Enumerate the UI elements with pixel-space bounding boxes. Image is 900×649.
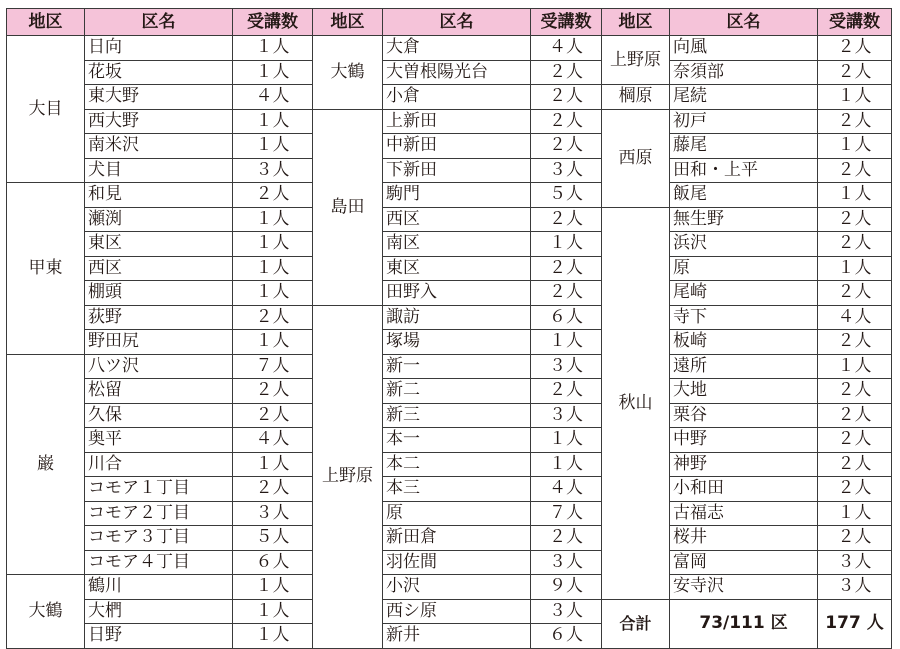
attendee-count: ２人 xyxy=(531,207,602,232)
attendee-count: ２人 xyxy=(531,526,602,551)
total-count: 177 人 xyxy=(818,599,892,648)
attendee-count: ２人 xyxy=(233,477,313,502)
district-name: 小倉 xyxy=(383,85,531,110)
district-name: 羽佐間 xyxy=(383,550,531,575)
table-row xyxy=(7,183,892,208)
attendee-count: １人 xyxy=(818,501,892,526)
attendee-count: １人 xyxy=(818,134,892,159)
district-name: 上新田 xyxy=(383,109,531,134)
district-name: 大曽根陽光台 xyxy=(383,60,531,85)
district-name: 諏訪 xyxy=(383,305,531,330)
district-name: 安寺沢 xyxy=(670,575,818,600)
area-cell: 大目 xyxy=(7,36,85,183)
attendance-table xyxy=(6,8,892,649)
district-name: 南米沢 xyxy=(85,134,233,159)
header-area: 地区 xyxy=(313,9,383,36)
attendee-count: ２人 xyxy=(233,305,313,330)
header-area: 地区 xyxy=(7,9,85,36)
attendee-count: ３人 xyxy=(233,158,313,183)
district-name: 小沢 xyxy=(383,575,531,600)
attendee-count: １人 xyxy=(233,575,313,600)
district-name: 和見 xyxy=(85,183,233,208)
attendee-count: ３人 xyxy=(531,158,602,183)
table-row xyxy=(7,109,892,134)
attendee-count: ４人 xyxy=(818,305,892,330)
header-district: 区名 xyxy=(85,9,233,36)
district-name: 向風 xyxy=(670,36,818,61)
table-row xyxy=(7,232,892,257)
attendee-count: ４人 xyxy=(233,85,313,110)
attendee-count: ３人 xyxy=(531,354,602,379)
district-name: 鶴川 xyxy=(85,575,233,600)
attendee-count: １人 xyxy=(233,134,313,159)
table-row xyxy=(7,354,892,379)
attendee-count: ３人 xyxy=(233,501,313,526)
district-name: 中野 xyxy=(670,428,818,453)
district-name: 田和・上平 xyxy=(670,158,818,183)
attendee-count: ２人 xyxy=(818,330,892,355)
table-row xyxy=(7,281,892,306)
area-cell: 大鶴 xyxy=(313,36,383,110)
attendee-count: ２人 xyxy=(818,207,892,232)
district-name: 下新田 xyxy=(383,158,531,183)
district-name: 西区 xyxy=(85,256,233,281)
district-name: 塚場 xyxy=(383,330,531,355)
table-row xyxy=(7,575,892,600)
table-row xyxy=(7,403,892,428)
district-name: 東区 xyxy=(85,232,233,257)
table-row xyxy=(7,158,892,183)
table-row xyxy=(7,599,892,624)
attendee-count: １人 xyxy=(233,599,313,624)
header-count: 受講数 xyxy=(233,9,313,36)
area-cell: 秋山 xyxy=(602,207,670,599)
district-name: 棚頭 xyxy=(85,281,233,306)
district-name: 藤尾 xyxy=(670,134,818,159)
attendee-count: ４人 xyxy=(531,36,602,61)
attendee-count: ３人 xyxy=(818,550,892,575)
attendee-count: １人 xyxy=(233,256,313,281)
district-name: 中新田 xyxy=(383,134,531,159)
district-name: 久保 xyxy=(85,403,233,428)
header-row xyxy=(7,9,892,36)
district-name: 新一 xyxy=(383,354,531,379)
attendee-count: ２人 xyxy=(531,281,602,306)
attendee-count: ６人 xyxy=(531,305,602,330)
attendee-count: ２人 xyxy=(233,183,313,208)
attendee-count: ５人 xyxy=(233,526,313,551)
area-cell: 巌 xyxy=(7,354,85,575)
area-cell: 甲東 xyxy=(7,183,85,355)
attendee-count: ３人 xyxy=(531,599,602,624)
area-cell: 上野原 xyxy=(313,305,383,648)
table-row xyxy=(7,305,892,330)
area-cell: 棡原 xyxy=(602,85,670,110)
attendee-count: ２人 xyxy=(818,403,892,428)
table-row xyxy=(7,550,892,575)
attendee-count: ２人 xyxy=(818,36,892,61)
district-name: 東大野 xyxy=(85,85,233,110)
district-name: 奈須部 xyxy=(670,60,818,85)
attendee-count: １人 xyxy=(531,452,602,477)
attendee-count: ４人 xyxy=(233,428,313,453)
attendee-count: １人 xyxy=(531,232,602,257)
attendee-count: ２人 xyxy=(233,379,313,404)
attendee-count: １人 xyxy=(531,428,602,453)
table-row xyxy=(7,60,892,85)
table-row xyxy=(7,428,892,453)
district-name: 浜沢 xyxy=(670,232,818,257)
attendee-count: １人 xyxy=(818,183,892,208)
attendee-count: ６人 xyxy=(531,624,602,649)
district-name: コモア３丁目 xyxy=(85,526,233,551)
district-name: 花坂 xyxy=(85,60,233,85)
area-cell: 上野原 xyxy=(602,36,670,85)
district-name: 大地 xyxy=(670,379,818,404)
attendee-count: ３人 xyxy=(818,575,892,600)
attendee-count: ２人 xyxy=(818,428,892,453)
total-districts: 73/111 区 xyxy=(670,599,818,648)
district-name: 犬目 xyxy=(85,158,233,183)
table-row xyxy=(7,526,892,551)
attendee-count: １人 xyxy=(233,36,313,61)
district-name: 板崎 xyxy=(670,330,818,355)
district-name: 野田尻 xyxy=(85,330,233,355)
table-row xyxy=(7,452,892,477)
area-cell: 西原 xyxy=(602,109,670,207)
attendee-count: ２人 xyxy=(818,158,892,183)
district-name: 南区 xyxy=(383,232,531,257)
district-name: 原 xyxy=(383,501,531,526)
district-name: 西区 xyxy=(383,207,531,232)
table-row xyxy=(7,36,892,61)
table-row xyxy=(7,134,892,159)
attendee-count: １人 xyxy=(233,109,313,134)
attendee-count: ２人 xyxy=(818,526,892,551)
attendee-count: ２人 xyxy=(531,134,602,159)
attendee-count: ２人 xyxy=(531,60,602,85)
district-name: 本一 xyxy=(383,428,531,453)
table-row xyxy=(7,256,892,281)
attendee-count: ３人 xyxy=(531,550,602,575)
district-name: コモア１丁目 xyxy=(85,477,233,502)
district-name: 日野 xyxy=(85,624,233,649)
district-name: 新井 xyxy=(383,624,531,649)
attendee-count: １人 xyxy=(233,624,313,649)
attendee-count: ２人 xyxy=(531,256,602,281)
header-count: 受講数 xyxy=(531,9,602,36)
district-name: 松留 xyxy=(85,379,233,404)
attendee-count: ５人 xyxy=(531,183,602,208)
district-name: 古福志 xyxy=(670,501,818,526)
district-name: 西シ原 xyxy=(383,599,531,624)
attendee-count: １人 xyxy=(233,281,313,306)
district-name: 尾崎 xyxy=(670,281,818,306)
attendee-count: ６人 xyxy=(233,550,313,575)
attendee-count: １人 xyxy=(233,232,313,257)
attendee-count: ２人 xyxy=(818,109,892,134)
attendee-count: １人 xyxy=(233,207,313,232)
district-name: 神野 xyxy=(670,452,818,477)
attendee-count: ７人 xyxy=(531,501,602,526)
district-name: コモア２丁目 xyxy=(85,501,233,526)
table-row xyxy=(7,477,892,502)
attendee-count: ２人 xyxy=(233,403,313,428)
district-name: 本二 xyxy=(383,452,531,477)
district-name: 川合 xyxy=(85,452,233,477)
area-cell: 島田 xyxy=(313,109,383,305)
header-area: 地区 xyxy=(602,9,670,36)
attendee-count: １人 xyxy=(818,85,892,110)
district-name: 大椚 xyxy=(85,599,233,624)
attendee-count: ２人 xyxy=(818,379,892,404)
district-name: 無生野 xyxy=(670,207,818,232)
district-name: 富岡 xyxy=(670,550,818,575)
attendee-count: １人 xyxy=(233,330,313,355)
attendee-count: ２人 xyxy=(531,85,602,110)
attendee-count: ２人 xyxy=(818,477,892,502)
attendee-count: １人 xyxy=(818,256,892,281)
total-label: 合計 xyxy=(602,599,670,648)
district-name: 原 xyxy=(670,256,818,281)
district-name: 小和田 xyxy=(670,477,818,502)
attendee-count: ４人 xyxy=(531,477,602,502)
attendee-count: ２人 xyxy=(818,60,892,85)
attendee-count: ２人 xyxy=(531,109,602,134)
district-name: 桜井 xyxy=(670,526,818,551)
district-name: 寺下 xyxy=(670,305,818,330)
attendee-count: １人 xyxy=(233,60,313,85)
attendee-count: ２人 xyxy=(531,379,602,404)
district-name: 荻野 xyxy=(85,305,233,330)
district-name: 瀬渕 xyxy=(85,207,233,232)
district-name: 遠所 xyxy=(670,354,818,379)
header-district: 区名 xyxy=(670,9,818,36)
district-name: 日向 xyxy=(85,36,233,61)
district-name: 駒門 xyxy=(383,183,531,208)
attendee-count: ２人 xyxy=(818,281,892,306)
header-count: 受講数 xyxy=(818,9,892,36)
attendee-count: １人 xyxy=(818,354,892,379)
district-name: 大倉 xyxy=(383,36,531,61)
attendee-count: ２人 xyxy=(818,232,892,257)
attendee-count: ９人 xyxy=(531,575,602,600)
attendee-count: ２人 xyxy=(818,452,892,477)
district-name: 西大野 xyxy=(85,109,233,134)
district-name: 東区 xyxy=(383,256,531,281)
attendee-count: ７人 xyxy=(233,354,313,379)
table-body xyxy=(7,36,892,649)
district-name: 新田倉 xyxy=(383,526,531,551)
district-name: 本三 xyxy=(383,477,531,502)
district-name: 新二 xyxy=(383,379,531,404)
district-name: 奥平 xyxy=(85,428,233,453)
district-name: 栗谷 xyxy=(670,403,818,428)
attendee-count: １人 xyxy=(531,330,602,355)
district-name: 初戸 xyxy=(670,109,818,134)
district-name: 田野入 xyxy=(383,281,531,306)
district-name: 飯尾 xyxy=(670,183,818,208)
table-row xyxy=(7,501,892,526)
district-name: 尾続 xyxy=(670,85,818,110)
attendee-count: １人 xyxy=(233,452,313,477)
district-name: コモア４丁目 xyxy=(85,550,233,575)
table-row xyxy=(7,330,892,355)
header-district: 区名 xyxy=(383,9,531,36)
attendee-count: ３人 xyxy=(531,403,602,428)
table-row xyxy=(7,207,892,232)
district-name: 新三 xyxy=(383,403,531,428)
table-row xyxy=(7,85,892,110)
table-row xyxy=(7,379,892,404)
area-cell: 大鶴 xyxy=(7,575,85,649)
district-name: 八ツ沢 xyxy=(85,354,233,379)
